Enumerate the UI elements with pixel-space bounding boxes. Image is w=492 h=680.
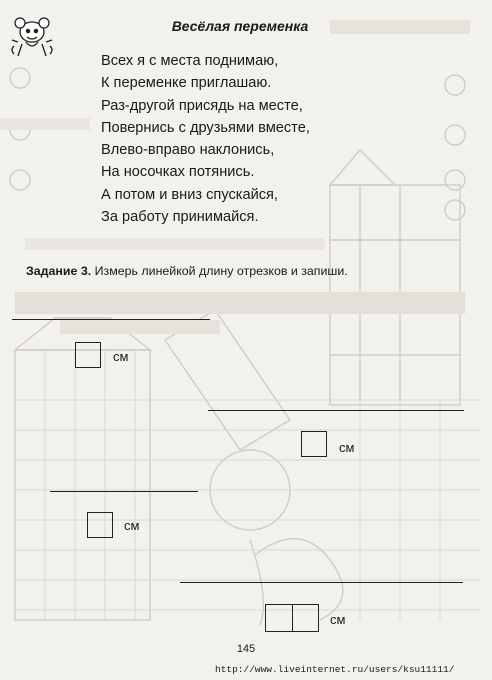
- task-instruction: [26, 264, 466, 278]
- task-label: Задание 3.: [26, 264, 92, 278]
- mascot-drawing: [8, 16, 58, 60]
- measure-segment-4: [180, 582, 463, 583]
- measure-segment-2: [208, 410, 464, 411]
- poem-line: На носочках потянись.: [101, 164, 255, 181]
- poem: [101, 50, 391, 228]
- poem-line: Влево-вправо наклонись,: [101, 142, 275, 159]
- poem-line: За работу принимайся.: [101, 209, 259, 226]
- unit-label: см: [113, 349, 129, 364]
- answer-box-3[interactable]: [87, 512, 113, 538]
- unit-label: см: [124, 518, 140, 533]
- answer-box-4[interactable]: [265, 604, 319, 632]
- unit-label: см: [339, 440, 355, 455]
- unit-label: см: [330, 612, 346, 627]
- poem-line: К переменке приглашаю.: [101, 75, 272, 92]
- answer-box-divider: [292, 605, 293, 631]
- poem-line: Всех я с места поднимаю,: [101, 53, 279, 69]
- poem-line: Повернись с друзьями вместе,: [101, 119, 310, 136]
- measure-segment-1: [12, 319, 210, 320]
- poem-line: А потом и вниз спускайся,: [101, 186, 278, 203]
- source-url[interactable]: http://www.liveinternet.ru/users/ksu11111/: [215, 664, 455, 675]
- page-title: Весёлая переменка: [171, 18, 309, 34]
- task-text: Измерь линейкой длину отрезков и запиши.: [94, 264, 348, 278]
- poem-line: Раз-другой присядь на месте,: [101, 97, 303, 114]
- answer-box-1[interactable]: [75, 342, 101, 368]
- page-number: 145: [236, 643, 256, 655]
- measure-segment-3: [50, 491, 198, 492]
- answer-box-2[interactable]: [301, 431, 327, 457]
